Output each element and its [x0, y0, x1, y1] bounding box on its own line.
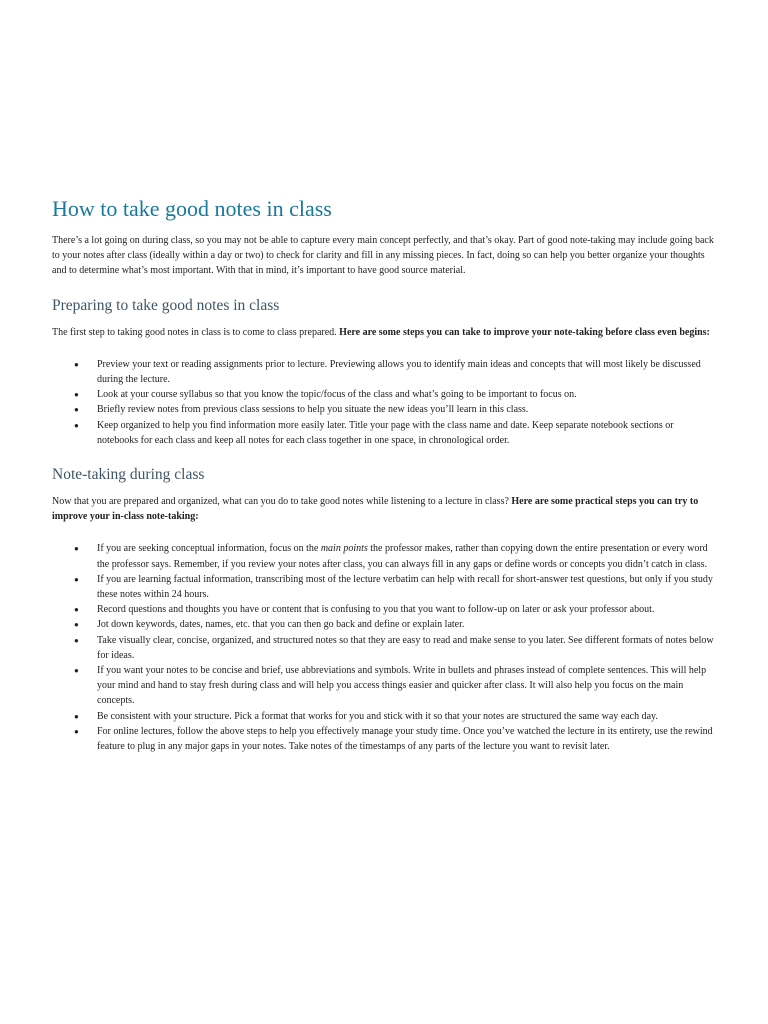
list-item	[52, 357, 716, 387]
list-item-text: Keep organized to help you find information more easily later. Title your page with the class name and date. Keep separate notebook sections or notebooks for each class and keep all notes for each class together in one space, in chronological order.	[97, 419, 674, 446]
bullet-icon: ●	[74, 605, 79, 615]
section-heading-during-class: Note-taking during class	[52, 466, 205, 484]
bullet-icon: ●	[74, 726, 79, 736]
during-list	[52, 541, 716, 754]
list-item	[52, 724, 716, 754]
preparing-lead-bold: Here are some steps you can take to improve your note-taking before class even begins:	[339, 326, 710, 338]
bullet-icon: ●	[74, 390, 79, 400]
list-item	[52, 663, 716, 709]
preparing-list	[52, 357, 716, 448]
page-title: How to take good notes in class	[52, 196, 332, 221]
list-item-text: Preview your text or reading assignments prior to lecture. Previewing allows you to identify main ideas and concepts that will most likely be discussed during the lecture.	[97, 358, 701, 386]
during-lead-bold: Here are some practical steps you can try to improve your in-class note-taking:	[52, 496, 699, 523]
list-item	[52, 572, 716, 602]
list-item-text-before: If you are seeking conceptual information, focus on the	[97, 543, 321, 555]
during-lead-paragraph	[52, 494, 716, 524]
preparing-lead-paragraph	[52, 325, 716, 340]
list-item	[52, 541, 716, 571]
bullet-icon: ●	[74, 666, 79, 676]
list-item-text: Record questions and thoughts you have or content that is confusing to you that you want to follow-up on later or ask your professor about.	[97, 604, 655, 616]
bullet-icon: ●	[74, 420, 79, 430]
list-item-text: Jot down keywords, dates, names, etc. that you can then go back and define or explain later.	[97, 619, 465, 631]
list-item	[52, 602, 716, 617]
list-item	[52, 617, 716, 632]
list-item	[52, 402, 716, 417]
list-item	[52, 633, 716, 663]
preparing-lead-text: The first step to taking good notes in class is to come to class prepared.	[52, 326, 340, 338]
list-item-emphasis: main points	[320, 543, 368, 555]
list-item-text: Be consistent with your structure. Pick a format that works for you and stick with it so that your notes are structured the same way each day.	[97, 710, 658, 722]
list-item	[52, 418, 716, 448]
list-item-text: Take visually clear, concise, organized, and structured notes so that they are easy to read and make sense to you later. See different formats of notes below for ideas.	[97, 634, 714, 661]
section-heading-preparing: Preparing to take good notes in class	[52, 296, 280, 314]
bullet-icon: ●	[74, 359, 79, 369]
bullet-icon: ●	[74, 574, 79, 584]
list-item-text: Briefly review notes from previous class sessions to help you situate the new ideas you’ll learn in this class.	[97, 404, 529, 416]
list-item	[52, 709, 716, 724]
list-item-text: If you are learning factual information, transcribing most of the lecture verbatim can help with recall for short-answer test questions, but only if you study these notes within 24 hours.	[97, 573, 713, 601]
list-item-text: If you want your notes to be concise and brief, use abbreviations and symbols. Write in bullets and phrases instead of complete sentences. This will help your mind and hand to stay fresh during class and will help you access things easier and quicker after class. It will also help you focus on the main concepts.	[97, 665, 707, 707]
list-item	[52, 387, 716, 402]
bullet-icon: ●	[74, 544, 79, 554]
list-item-text: For online lectures, follow the above steps to help you effectively manage your study time. Once you’ve watched the lecture in its entirety, use the rewind feature to plug in any major gaps in your notes. Take notes of the timestamps of any parts of the lecture you want to revisit later.	[97, 725, 713, 753]
list-item-text-after: the professor makes, rather than copying down the entire presentation or every word the professor says. Remember, if you review your notes after class, you can always fill in any gaps or define words or concepts you didn’t catch in class.	[97, 543, 708, 570]
bullet-icon: ●	[74, 635, 79, 645]
during-lead-text: Now that you are prepared and organized, what can you do to take good notes while listening to a lecture in class?	[52, 496, 512, 508]
intro-paragraph: There’s a lot going on during class, so you may not be able to capture every main concept perfectly, and that’s okay. Part of good note-taking may include going back to your notes after class (ideally within a day or two) to check for clarity and fill in any missing pieces. In fact, doing so can help you better organize your thoughts and to determine what’s most important. With that in mind, it’s important to have good source material.	[52, 235, 714, 277]
list-item-text: Look at your course syllabus so that you know the topic/focus of the class and what’s going to be important to focus on.	[97, 389, 577, 401]
bullet-icon: ●	[74, 620, 79, 630]
bullet-icon: ●	[74, 711, 79, 721]
bullet-icon: ●	[74, 405, 79, 415]
